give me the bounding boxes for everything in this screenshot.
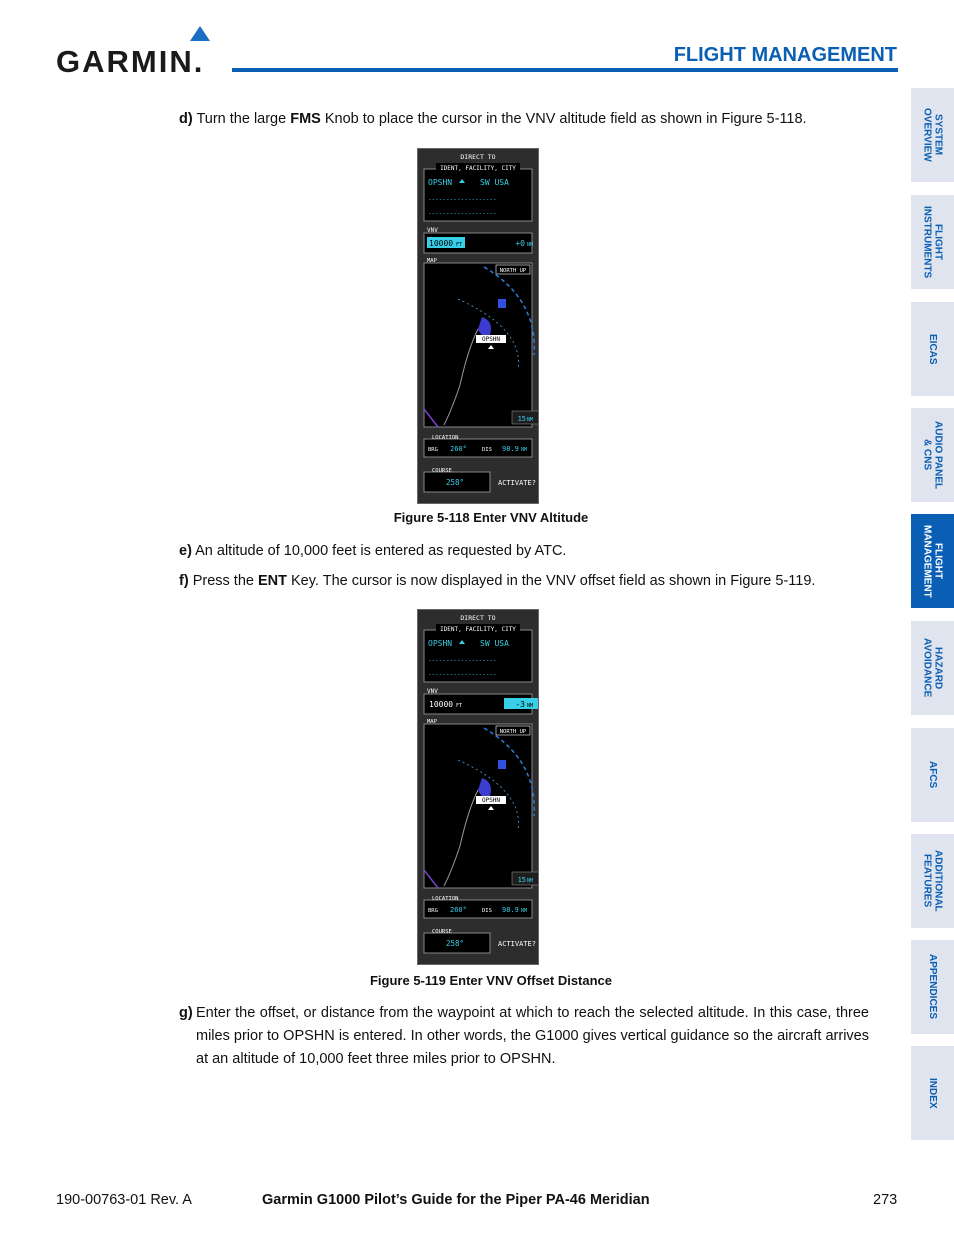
fms-screen-figure-119 [417, 609, 539, 965]
tab-additional-features[interactable] [911, 834, 954, 928]
tab-label: ADDITIONAL FEATURES [921, 850, 944, 912]
ident-dashes-1: ------------------- [428, 196, 497, 203]
map-label: MAP [427, 719, 437, 725]
ident-dashes-1: ------------------- [428, 657, 497, 664]
dis-label: DIS [482, 447, 492, 453]
highway-shield-icon [498, 760, 506, 769]
tab-flight-instruments[interactable] [911, 195, 954, 289]
course-value: 258° [446, 939, 465, 948]
ident-label: IDENT, FACILITY, CITY [440, 165, 516, 172]
tab-label: SYSTEM OVERVIEW [921, 108, 944, 162]
ident-dashes-2: ------------------- [428, 210, 497, 217]
garmin-triangle-icon [190, 26, 210, 41]
step-f-letter: f) [179, 573, 189, 589]
dis-unit: NM [521, 908, 528, 914]
map-range-unit: NM [526, 878, 533, 884]
garmin-logo-text: GARMIN. [56, 44, 205, 79]
ident-value: OPSHN [428, 639, 453, 648]
activate-prompt: ACTIVATE? [498, 479, 536, 487]
step-f-key: ENT [257, 573, 287, 589]
dis-unit: NM [521, 447, 528, 453]
ident-city: SW USA [480, 178, 509, 187]
vnv-alt-unit: FT [456, 242, 463, 248]
map-label: MAP [427, 258, 437, 264]
vnv-offset-unit: NM [527, 703, 534, 709]
tab-label: INDEX [927, 1077, 938, 1109]
ident-city: SW USA [480, 639, 509, 648]
map-box [424, 263, 532, 427]
tab-label: FLIGHT MANAGEMENT [921, 524, 944, 598]
step-g [179, 1002, 869, 1071]
fms-direct-to-svg [418, 149, 538, 503]
north-up-label: NORTH UP [499, 729, 527, 735]
tab-flight-management[interactable] [911, 514, 954, 608]
vnv-offset-unit: NM [527, 242, 534, 248]
tab-label: APPENDICES [927, 954, 938, 1020]
tab-label: AFCS [927, 761, 938, 789]
map-waypoint-label: OPSHN [481, 797, 501, 804]
tab-afcs[interactable] [911, 728, 954, 822]
step-d-pre: Turn the large [192, 111, 291, 127]
footer-page-number: 273 [873, 1192, 898, 1208]
step-d-post: Knob to place the cursor in the VNV altitude field as shown in Figure 5-118. [320, 111, 807, 127]
dis-value: 98.9 [502, 445, 519, 453]
step-f-pre: Press the [188, 573, 258, 589]
step-d-letter: d) [179, 111, 193, 127]
tab-label: EICAS [927, 333, 938, 365]
tab-eicas[interactable] [911, 302, 954, 396]
course-value: 258° [446, 478, 465, 487]
course-label: COURSE [432, 929, 452, 935]
map-box [424, 724, 532, 888]
vnv-offset: +0 [515, 239, 525, 248]
tab-label: AUDIO PANEL & CNS [921, 420, 944, 490]
brg-value: 260° [450, 906, 467, 914]
tab-audio-panel-cns[interactable] [911, 408, 954, 502]
location-label: LOCATION [432, 896, 459, 902]
vnv-alt-unit: FT [456, 703, 463, 709]
footer-doc-number: 190-00763-01 Rev. A [56, 1192, 192, 1208]
map-range-unit: NM [526, 417, 533, 423]
direct-to-title: DIRECT TO [460, 153, 496, 161]
brg-label: BRG [428, 908, 438, 914]
step-f-post: Key. The cursor is now displayed in the VNV offset field as shown in Figure 5-119. [286, 573, 816, 589]
north-up-label: NORTH UP [499, 268, 527, 274]
vnv-label: VNV [427, 688, 438, 695]
activate-prompt: ACTIVATE? [498, 940, 536, 948]
step-f [179, 570, 879, 593]
vnv-altitude: 10000 [429, 239, 454, 248]
footer-title: Garmin G1000 Pilot’s Guide for the Piper PA-46 Meridian [262, 1192, 650, 1208]
map-range-value: 15 [517, 415, 526, 423]
step-d [179, 108, 879, 131]
step-d-key: FMS [290, 111, 321, 127]
tab-system-overview[interactable] [911, 88, 954, 182]
map-range-value: 15 [517, 876, 526, 884]
fms-direct-to-svg [418, 610, 538, 964]
tab-index[interactable] [911, 1046, 954, 1140]
step-e [179, 540, 879, 563]
ident-value: OPSHN [428, 178, 453, 187]
highway-shield-icon [498, 299, 506, 308]
garmin-logo [56, 26, 221, 79]
step-g-text: Enter the offset, or distance from the waypoint at which to reach the selected altitude. In this case, three miles prior to OPSHN is entered. In other words, the G1000 gives vertical guidance so the aircraft arrives at an altitude of 10,000 feet three miles prior to OPSHN. [196, 1005, 869, 1067]
map-waypoint-label: OPSHN [481, 336, 501, 343]
dis-label: DIS [482, 908, 492, 914]
step-e-letter: e) [179, 543, 192, 559]
ident-dashes-2: ------------------- [428, 671, 497, 678]
tab-label: FLIGHT INSTRUMENTS [921, 205, 944, 279]
brg-label: BRG [428, 447, 438, 453]
dis-value: 98.9 [502, 906, 519, 914]
header-rule [232, 68, 898, 72]
brg-value: 260° [450, 445, 467, 453]
section-title: FLIGHT MANAGEMENT [673, 44, 897, 66]
tab-label: HAZARD AVOIDANCE [921, 638, 944, 698]
figure-caption-119: Figure 5-119 Enter VNV Offset Distance [369, 973, 613, 988]
vnv-label: VNV [427, 227, 438, 234]
vnv-offset: -3 [515, 700, 525, 709]
tab-appendices[interactable] [911, 940, 954, 1034]
step-e-text: An altitude of 10,000 feet is entered as requested by ATC. [191, 543, 567, 559]
ident-label: IDENT, FACILITY, CITY [440, 626, 516, 633]
step-g-letter: g) [179, 1005, 193, 1021]
vnv-altitude: 10000 [429, 700, 454, 709]
course-label: COURSE [432, 468, 452, 474]
location-label: LOCATION [432, 435, 459, 441]
tab-hazard-avoidance[interactable] [911, 621, 954, 715]
direct-to-title: DIRECT TO [460, 614, 496, 622]
fms-screen-figure-118 [417, 148, 539, 504]
figure-caption-118: Figure 5-118 Enter VNV Altitude [393, 510, 589, 525]
